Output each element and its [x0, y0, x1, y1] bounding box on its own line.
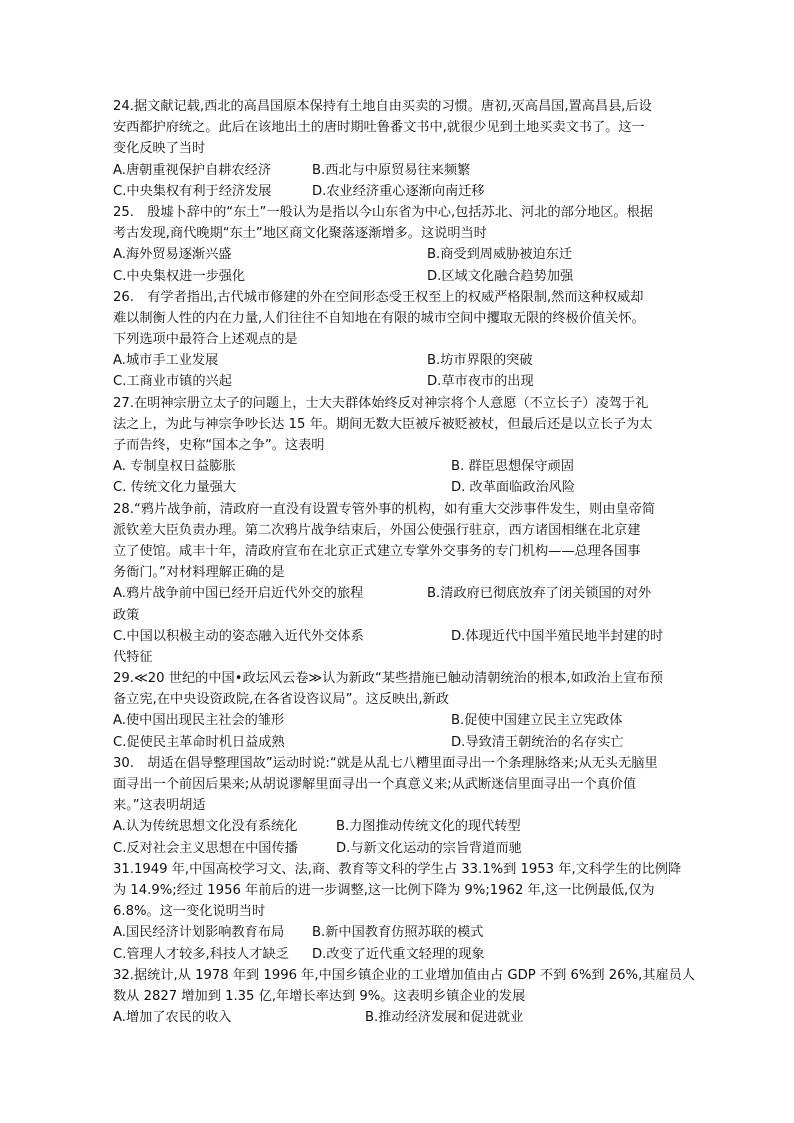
option-b: B.西北与中原贸易往来频繁 — [312, 162, 471, 178]
question-stem-line: 子而告终，史称“国本之争”。这表明 — [113, 438, 325, 453]
option-c: C.反对社会主义思想在中国传播 — [113, 840, 298, 856]
option-a: A.鸦片战争前中国已经开启近代外交的旅程 — [113, 586, 364, 602]
option-c: C.促使民主革命时机日益成熟 — [113, 734, 285, 750]
question-list — [113, 96, 696, 1028]
option-d: D.导致清王朝统治的名存实亡 — [451, 734, 624, 750]
option-c: C.工商业市镇的兴起 — [113, 374, 232, 390]
option-row — [113, 350, 683, 371]
option-row — [113, 1007, 683, 1028]
question-26 — [113, 287, 683, 393]
option-a: A.海外贸易逐渐兴盛 — [113, 247, 232, 263]
question-stem-line: 下列选项中最符合上述观点的是 — [113, 332, 298, 348]
option-row — [113, 477, 683, 498]
option-b: B.促使中国建立民主立宪政体 — [451, 713, 623, 729]
option-row — [113, 583, 683, 604]
option-d: D. 改革面临政治风险 — [451, 480, 576, 496]
question-25 — [113, 202, 683, 287]
option-a: A.使中国出现民主社会的雏形 — [113, 713, 285, 729]
option-a: A. 专制皇权日益膨胀 — [113, 459, 236, 475]
question-stem-line: 32.据统计,从 1978 年到 1996 年,中国乡镇企业的工业增加值由占 GDP 不到 6%到 26%,其雇员人 — [113, 967, 696, 983]
question-stem-line: 27.在明神宗册立太子的问题上，士大夫群体始终反对神宗将个人意愿（不立长子）凌驾于礼 — [113, 395, 649, 411]
question-stem-line: 数从 2827 增加到 1.35 亿,年增长率达到 9%。这表明乡镇企业的发展 — [113, 988, 526, 1004]
question-stem-line: 难以制衡人性的内在力量,人们往往不自知地在有限的城市空间中攫取无限的终极价值关怀。 — [113, 310, 645, 326]
option-c: C.中央集权有利于经济发展 — [113, 183, 272, 199]
option-a: A.唐朝重视保护自耕农经济 — [113, 162, 272, 178]
question-stem-line: 面寻出一个前因后果来;从胡说谬解里面寻出一个真意义来;从武断迷信里面寻出一个真价值 — [113, 777, 637, 792]
option-b: B.力图推动传统文化的现代转型 — [336, 819, 521, 835]
option-row — [113, 944, 683, 965]
question-stem-line: 24.据文献记载,西北的高昌国原本保持有土地自由买卖的习惯。唐初,灭高昌国,置高昌县,后设 — [113, 99, 652, 114]
option-row — [113, 816, 683, 837]
question-stem-line: 25. 殷墟卜辞中的“东土”一般认为是指以今山东省为中心,包括苏北、河北的部分地区。根据 — [113, 204, 653, 220]
question-28 — [113, 499, 683, 669]
option-d: D.区域文化融合趋势加强 — [427, 268, 574, 284]
option-b: B. 群臣思想保守顽固 — [451, 459, 574, 475]
question-stem-line: 备立宪,在中央设资政院,在各省设咨议局”。这反映出,新政 — [113, 692, 449, 708]
question-29 — [113, 668, 683, 753]
option-c: C.管理人才较多,科技人才缺乏 — [113, 946, 289, 962]
question-30 — [113, 753, 683, 859]
option-c: C. 传统文化力量强大 — [113, 480, 237, 496]
question-stem-line: 考古发现,商代晚期“东土”地区商文化聚落逐渐增多。这说明当时 — [113, 226, 487, 242]
option-b: B.清政府已彻底放弃了闭关锁国的对外 — [427, 586, 652, 602]
option-d: D.草市夜市的出现 — [427, 374, 534, 390]
question-stem-line: 来。”这表明胡适 — [113, 798, 206, 814]
question-27 — [113, 393, 683, 499]
option-a: A.认为传统思想文化没有系统化 — [113, 819, 298, 835]
option-row — [113, 732, 683, 753]
option-d: D.农业经济重心逐渐向南迁移 — [312, 183, 485, 199]
option-d: D.与新文化运动的宗旨背道而驰 — [336, 840, 522, 856]
option-b: B.推动经济发展和促进就业 — [365, 1010, 524, 1026]
option-b: B.坊市界限的突破 — [427, 353, 533, 369]
option-row-continued — [113, 605, 683, 626]
option-a: A.城市手工业发展 — [113, 353, 219, 369]
option-a: A.增加了农民的收入 — [113, 1010, 232, 1026]
question-32 — [113, 965, 696, 1029]
option-row — [113, 710, 683, 731]
option-row — [113, 838, 683, 859]
option-row — [113, 922, 683, 943]
option-b: B.商受到周威胁被迫东迁 — [427, 247, 573, 263]
option-c: C.中国以积极主动的姿态融入近代外交体系 — [113, 628, 364, 644]
question-stem-line: 26. 有学者指出,古代城市修建的外在空间形态受王权至上的权威严格限制,然而这种权威却 — [113, 289, 644, 305]
question-stem-line: 务衙门。”对材料理解正确的是 — [113, 565, 285, 581]
question-stem-line: 为 14.9%;经过 1956 年前后的进一步调整,这一比例下降为 9%;1962 年,这一比例最低,仅为 — [113, 882, 655, 898]
option-d: D.改变了近代重文轻理的现象 — [312, 946, 485, 962]
option-row — [113, 371, 683, 392]
option-row — [113, 266, 683, 287]
option-b-continued: 政策 — [113, 607, 140, 623]
option-row — [113, 181, 683, 202]
option-c: C.中央集权进一步强化 — [113, 268, 246, 284]
question-stem-line: 30. 胡适在倡导整理国故”运动时说:“就是从乱七八糟里面寻出一个条理脉络来;从无头无脑里 — [113, 755, 658, 771]
option-b: B.新中国教育仿照苏联的模式 — [312, 925, 484, 941]
question-stem-line: 立了使馆。咸丰十年，清政府宣布在北京正式建立专掌外交事务的专门机构——总理各国事 — [113, 543, 641, 559]
option-row — [113, 456, 683, 477]
question-stem-line: 法之上，为此与神宗争吵长达 15 年。期间无数大臣被斥被贬被杖，但最后还是以立长子为太 — [113, 416, 653, 432]
question-31 — [113, 859, 683, 965]
question-stem-line: 安西都护府统之。此后在该地出土的唐时期吐鲁番文书中,就很少见到土地买卖文书了。这一 — [113, 120, 645, 136]
option-row — [113, 244, 683, 265]
option-d: D.体现近代中国半殖民地半封建的时 — [451, 628, 664, 644]
question-stem-line: 6.8%。这一变化说明当时 — [113, 904, 266, 920]
question-stem-line: 变化反映了当时 — [113, 141, 206, 157]
question-stem-line: 28.“鸦片战争前，清政府一直没有设置专管外事的机构，如有重大交涉事件发生，则由皇帝简 — [113, 501, 656, 517]
question-stem-line: 29.≪20 世纪的中国•政坛风云卷≫认为新政“某些措施已触动清朝统治的根本,如政治上宣布预 — [113, 671, 663, 687]
option-row-continued — [113, 647, 683, 668]
option-d-continued: 代特征 — [113, 649, 153, 665]
option-a: A.国民经济计划影响教育布局 — [113, 925, 285, 941]
question-24 — [113, 96, 683, 202]
question-stem-line: 31.1949 年,中国高校学习文、法,商、教育等文科的学生占 33.1%到 1953 年,文科学生的比例降 — [113, 861, 682, 877]
option-row — [113, 160, 683, 181]
option-row — [113, 626, 683, 647]
question-stem-line: 派钦差大臣负责办理。第二次鸦片战争结束后，外国公使强行驻京，西方诸国相继在北京建 — [113, 522, 641, 538]
